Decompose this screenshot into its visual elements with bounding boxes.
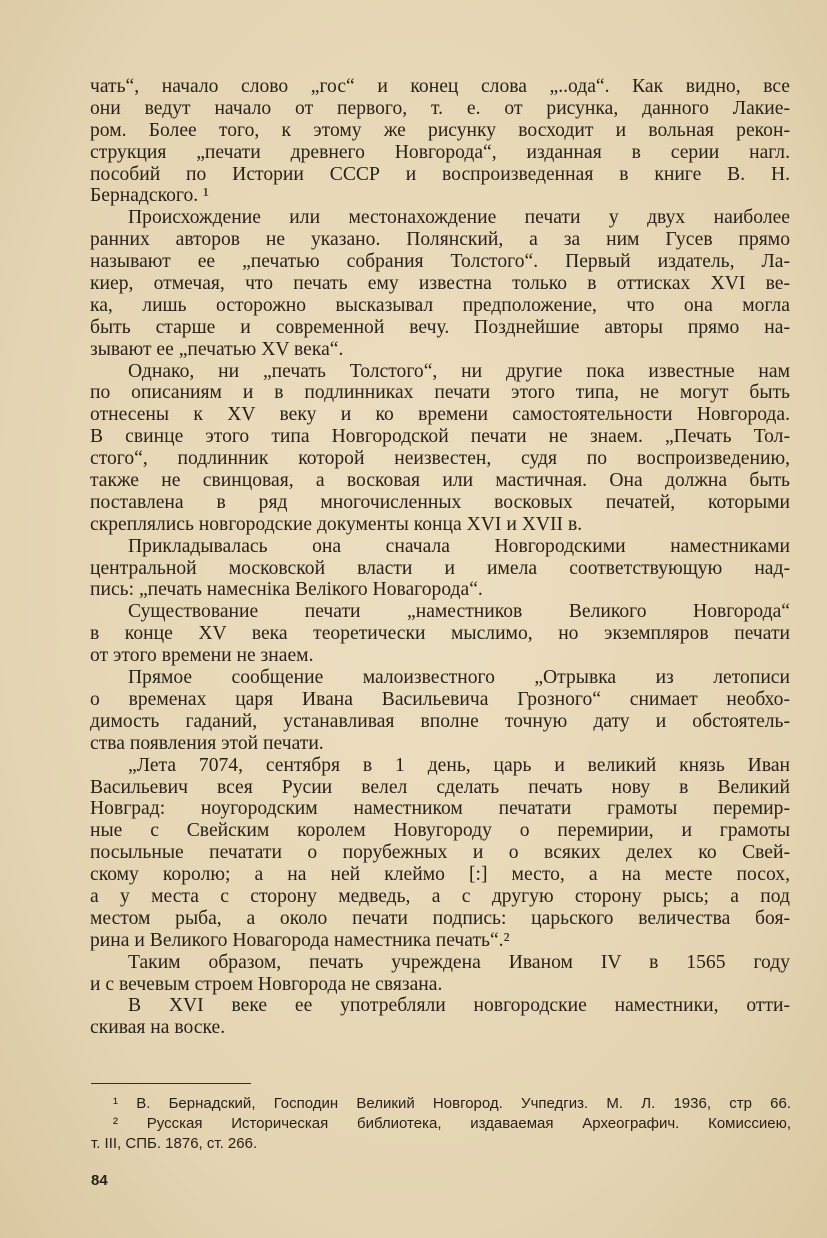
text-line: стого“, подлинник которой неизвестен, судя по воспроизведению, (90, 448, 790, 470)
text-line: скреплялись новгородские документы конца XVI и XVII в. (90, 513, 583, 535)
text-line: пособий по Истории СССР и воспроизведенная в книге В. Н. (90, 163, 790, 185)
text-line: В XVI веке ее употребляли новгородские наместники, отти- (128, 995, 790, 1017)
text-line: Прикладывалась она сначала Новгородскими наместниками (128, 535, 790, 557)
text-line: также не свинцовая, а восковая или мастичная. Она должна быть (90, 470, 790, 492)
text-line: зывают ее „печатью XV века“. (90, 338, 344, 360)
text-line: ные с Свейским королем Новугороду о перемирии, и грамоты (90, 820, 790, 842)
text-line: Новград: ноугородским наместником печатати грамоты перемир- (90, 798, 790, 820)
page-number: 84 (91, 1172, 108, 1189)
text-line: скому королю; а на ней клеймо [:] место, а на месте посох, (90, 864, 790, 886)
text-line: и с вечевым строем Новгорода не связана. (90, 973, 443, 995)
text-line: центральной московской власти и имела соответствующую над- (90, 557, 790, 579)
text-line: Однако, ни „печать Толстого“, ни другие пока известные нам (128, 360, 790, 382)
text-line: В свинце этого типа Новгородской печати не знаем. „Печать Тол- (90, 426, 790, 448)
text-line: Происхождение или местонахождение печати у двух наиболее (128, 207, 790, 229)
text-line: струкция „печати древнего Новгорода“, изданная в серии нагл. (90, 141, 790, 163)
footnote-2: ² Русская Историческая библиотека, издаваемая Археографич. Комиссиею, (113, 1115, 791, 1132)
text-line: Прямое сообщение малоизвестного „Отрывка из летописи (128, 667, 790, 689)
footnote-1: ¹ В. Бернадский, Господин Великий Новгород. Учпедгиз. М. Л. 1936, стр 66. (113, 1095, 791, 1112)
text-line: по описаниям и в подлинниках печати этого типа, не могут быть (90, 382, 790, 404)
text-line: Существование печати „наместников Великого Новгорода“ (128, 601, 790, 623)
footnote-divider (91, 1083, 251, 1084)
text-line: от этого времени не знаем. (90, 645, 314, 667)
text-line: а у места с сторону медведь, а с другую сторону рысь; а под (90, 885, 790, 907)
text-line: пись: „печать намесніка Велікого Новагорода“. (90, 579, 483, 601)
text-line: посыльные печатати о порубежных и о всяких делех ко Свей- (90, 842, 790, 864)
text-line: они ведут начало от первого, т. е. от рисунка, данного Лакие- (90, 97, 790, 119)
text-line: в конце XV века теоретически мыслимо, но экземпляров печати (90, 623, 790, 645)
text-line: ранних авторов не указано. Полянский, а за ним Гусев прямо (90, 229, 790, 251)
text-line: скивая на воске. (90, 1017, 226, 1039)
text-line: чать“, начало слово „гос“ и конец слова „..ода“. Как видно, все (90, 76, 790, 97)
text-line: местом рыба, а около печати подпись: царьского величества боя- (90, 907, 790, 929)
footnotes (91, 1094, 791, 1154)
text-line: киер, отмечая, что печать ему известна только в оттисках XVI ве- (90, 273, 790, 295)
text-line: ка, лишь осторожно высказывал предположение, что она могла (90, 294, 790, 316)
footnote-2-continued: т. III, СПБ. 1876, ст. 266. (91, 1135, 258, 1152)
text-line: Васильевич всея Русии велел сделать печать нову в Великий (90, 776, 790, 798)
text-line: Таким образом, печать учреждена Иваном IV в 1565 году (128, 951, 790, 973)
text-line: о временах царя Ивана Васильевича Грозного“ снимает необхо- (90, 688, 790, 710)
text-line: быть старше и современной вечу. Позднейшие авторы прямо на- (90, 316, 790, 338)
text-line: отнесены к XV веку и ко времени самостоятельности Новгорода. (90, 404, 790, 426)
text-line: Бернадского. ¹ (90, 185, 209, 207)
text-line: рина и Великого Новагорода наместника печать“.² (90, 929, 510, 951)
main-text (90, 76, 790, 1039)
text-line: „Лета 7074, сентября в 1 день, царь и великий князь Иван (128, 754, 790, 776)
text-line: димость гаданий, устанавливая вполне точную дату и обстоятель- (90, 710, 790, 732)
text-line: называют ее „печатью собрания Толстого“. Первый издатель, Ла- (90, 251, 790, 273)
text-line: ром. Более того, к этому же рисунку восходит и вольная рекон- (90, 119, 790, 141)
text-line: поставлена в ряд многочисленных восковых печатей, которыми (90, 491, 790, 513)
text-line: ства появления этой печати. (90, 732, 324, 754)
